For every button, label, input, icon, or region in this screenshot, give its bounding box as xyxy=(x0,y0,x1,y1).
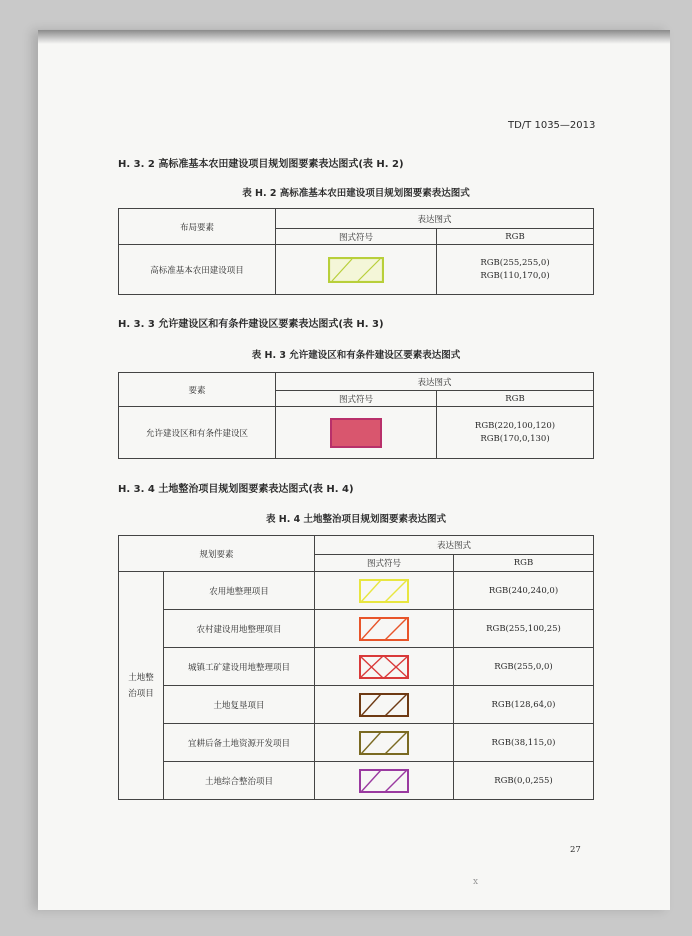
row-name: 宜耕后备土地资源开发项目 xyxy=(164,724,315,762)
table-h3-caption: 表 H. 3 允许建设区和有条件建设区要素表达图式 xyxy=(251,350,461,361)
symbol-line xyxy=(385,618,407,640)
symbol-cell xyxy=(315,648,454,686)
hatch-symbol-icon xyxy=(359,731,409,755)
symbol-frame xyxy=(360,770,408,792)
col-rgb-header: RGB xyxy=(437,391,594,407)
rgb-value-1: RGB(220,100,120) xyxy=(474,420,556,431)
symbol-frame xyxy=(360,694,408,716)
hatch-symbol-icon xyxy=(359,579,409,603)
symbol-frame xyxy=(360,732,408,754)
rgb-cell: RGB(240,240,0) xyxy=(454,572,594,610)
hatch-symbol-icon xyxy=(359,769,409,793)
rgb-cell: RGB(255,0,0) xyxy=(454,648,594,686)
solid-fill-symbol-icon xyxy=(330,418,382,448)
symbol-line xyxy=(385,694,407,716)
row-name: 农村建设用地整理项目 xyxy=(164,610,315,648)
symbol-line xyxy=(361,770,381,792)
rgb-cell: RGB(255,100,25) xyxy=(454,610,594,648)
page-number: 27 xyxy=(570,845,581,855)
section-h32-title: H. 3. 2 高标准基本农田建设项目规划图要素表达图式(表 H. 2) xyxy=(118,159,404,170)
symbol-line xyxy=(361,618,381,640)
cross-hatch-symbol-icon xyxy=(359,655,409,679)
group-label-line-1: 土地整 xyxy=(128,672,154,683)
row-name: 土地综合整治项目 xyxy=(164,762,315,800)
symbol-line xyxy=(385,580,407,602)
symbol-frame xyxy=(360,580,408,602)
scan-edge xyxy=(38,30,670,44)
row-name: 农用地整理项目 xyxy=(164,572,315,610)
symbol-cell xyxy=(315,572,454,610)
table-h2-caption: 表 H. 2 高标准基本农田建设项目规划图要素表达图式 xyxy=(242,188,470,199)
col-style-header: 表达图式 xyxy=(276,373,594,391)
rgb-value-1: RGB(255,255,0) xyxy=(480,257,550,268)
table-h3 xyxy=(118,372,594,459)
hatch-symbol-icon xyxy=(328,257,384,283)
rgb-cell: RGB(0,0,255) xyxy=(454,762,594,800)
col-rgb-header: RGB xyxy=(454,555,594,572)
symbol-frame xyxy=(360,618,408,640)
col-element-header: 布局要素 xyxy=(119,209,276,245)
symbol-line xyxy=(385,732,407,754)
section-h33-title: H. 3. 3 允许建设区和有条件建设区要素表达图式(表 H. 3) xyxy=(118,319,384,330)
row-name: 允许建设区和有条件建设区 xyxy=(119,407,276,459)
hatch-symbol-icon xyxy=(359,617,409,641)
row-name: 土地复垦项目 xyxy=(164,686,315,724)
rgb-value-2: RGB(110,170,0) xyxy=(480,270,550,281)
symbol-cell xyxy=(315,610,454,648)
group-label-line-2: 治项目 xyxy=(128,688,154,699)
symbol-cell xyxy=(315,724,454,762)
symbol-line xyxy=(361,694,381,716)
rgb-cell: RGB(38,115,0) xyxy=(454,724,594,762)
col-style-header: 表达图式 xyxy=(276,209,594,229)
col-rgb-header: RGB xyxy=(437,229,594,245)
rgb-cell xyxy=(437,407,594,459)
col-symbol-header: 图式符号 xyxy=(315,555,454,572)
symbol-line xyxy=(361,580,381,602)
row-name: 城镇工矿建设用地整理项目 xyxy=(164,648,315,686)
table-h4 xyxy=(118,535,594,800)
table-h2 xyxy=(118,208,594,295)
group-cell xyxy=(119,572,164,800)
hatch-symbol-icon xyxy=(359,693,409,717)
rgb-value-2: RGB(170,0,130) xyxy=(480,433,550,444)
col-style-header: 表达图式 xyxy=(315,536,594,555)
col-symbol-header: 图式符号 xyxy=(276,229,437,245)
symbol-cell xyxy=(276,245,437,295)
symbol-frame xyxy=(360,656,408,678)
scan-mark: x xyxy=(473,877,479,887)
rgb-cell: RGB(128,64,0) xyxy=(454,686,594,724)
section-h34-title: H. 3. 4 土地整治项目规划图要素表达图式(表 H. 4) xyxy=(118,484,354,495)
symbol-cell xyxy=(315,762,454,800)
table-h4-caption: 表 H. 4 土地整治项目规划图要素表达图式 xyxy=(265,514,447,525)
symbol-cell xyxy=(276,407,437,459)
symbol-line xyxy=(385,770,407,792)
row-name: 高标准基本农田建设项目 xyxy=(119,245,276,295)
rgb-cell xyxy=(437,245,594,295)
col-element-header: 要素 xyxy=(119,373,276,407)
standard-code: TD/T 1035—2013 xyxy=(508,120,596,131)
col-element-header: 规划要素 xyxy=(119,536,315,572)
symbol-cell xyxy=(315,686,454,724)
col-symbol-header: 图式符号 xyxy=(276,391,437,407)
symbol-line xyxy=(361,732,381,754)
